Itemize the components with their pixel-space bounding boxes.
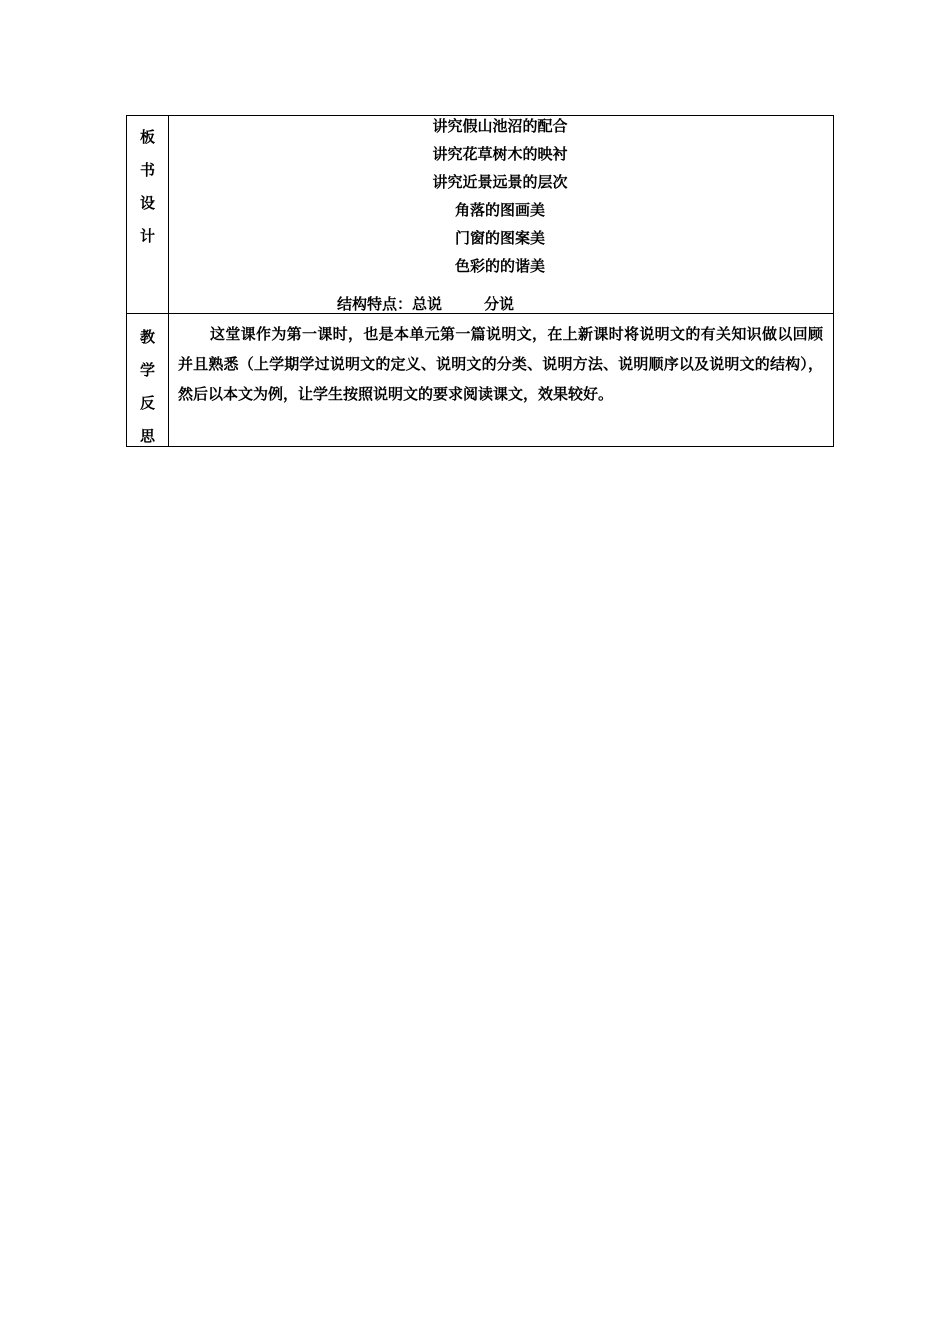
board-design-label-char: 计	[139, 227, 155, 245]
board-design-label-char: 设	[139, 194, 155, 212]
teaching-reflection-label	[127, 314, 168, 446]
board-line: 色彩的的谐美	[454, 257, 545, 275]
teaching-reflection-row	[127, 314, 834, 447]
board-line: 讲究花草树木的映衬	[432, 145, 568, 163]
board-line: 讲究近景远景的层次	[432, 173, 568, 191]
structure-label: 结构特点：总说	[337, 295, 443, 313]
board-design-label-char: 板	[139, 128, 155, 146]
board-design-content-cell	[169, 116, 834, 314]
board-design-row	[127, 116, 834, 314]
lesson-plan-table	[126, 115, 834, 447]
reflection-label-char: 反	[139, 394, 155, 412]
reflection-label-char: 思	[139, 427, 155, 445]
board-design-label-char: 书	[139, 161, 155, 179]
board-line: 门窗的图案美	[454, 229, 545, 247]
structure-features-line	[337, 293, 514, 314]
board-line: 讲究假山池沼的配合	[432, 117, 568, 135]
board-design-label-cell	[127, 116, 169, 314]
teaching-reflection-label-cell	[127, 314, 169, 447]
structure-part2: 分说	[484, 295, 515, 313]
board-design-label	[127, 116, 168, 246]
board-line: 角落的图画美	[454, 201, 545, 219]
board-design-lines	[167, 116, 833, 284]
reflection-label-char: 教	[139, 328, 155, 346]
teaching-reflection-text: 这堂课作为第一课时，也是本单元第一篇说明文，在上新课时将说明文的有关知识做以回顾并且熟悉（上学期学过说明文的定义、说明文的分类、说明方法、说明顺序以及说明文的结构），然后以本文为例，让学生按照说明文的要求阅读课文，效果较好。	[178, 325, 823, 403]
reflection-label-char: 学	[139, 361, 155, 379]
teaching-reflection-content-cell	[169, 314, 834, 447]
